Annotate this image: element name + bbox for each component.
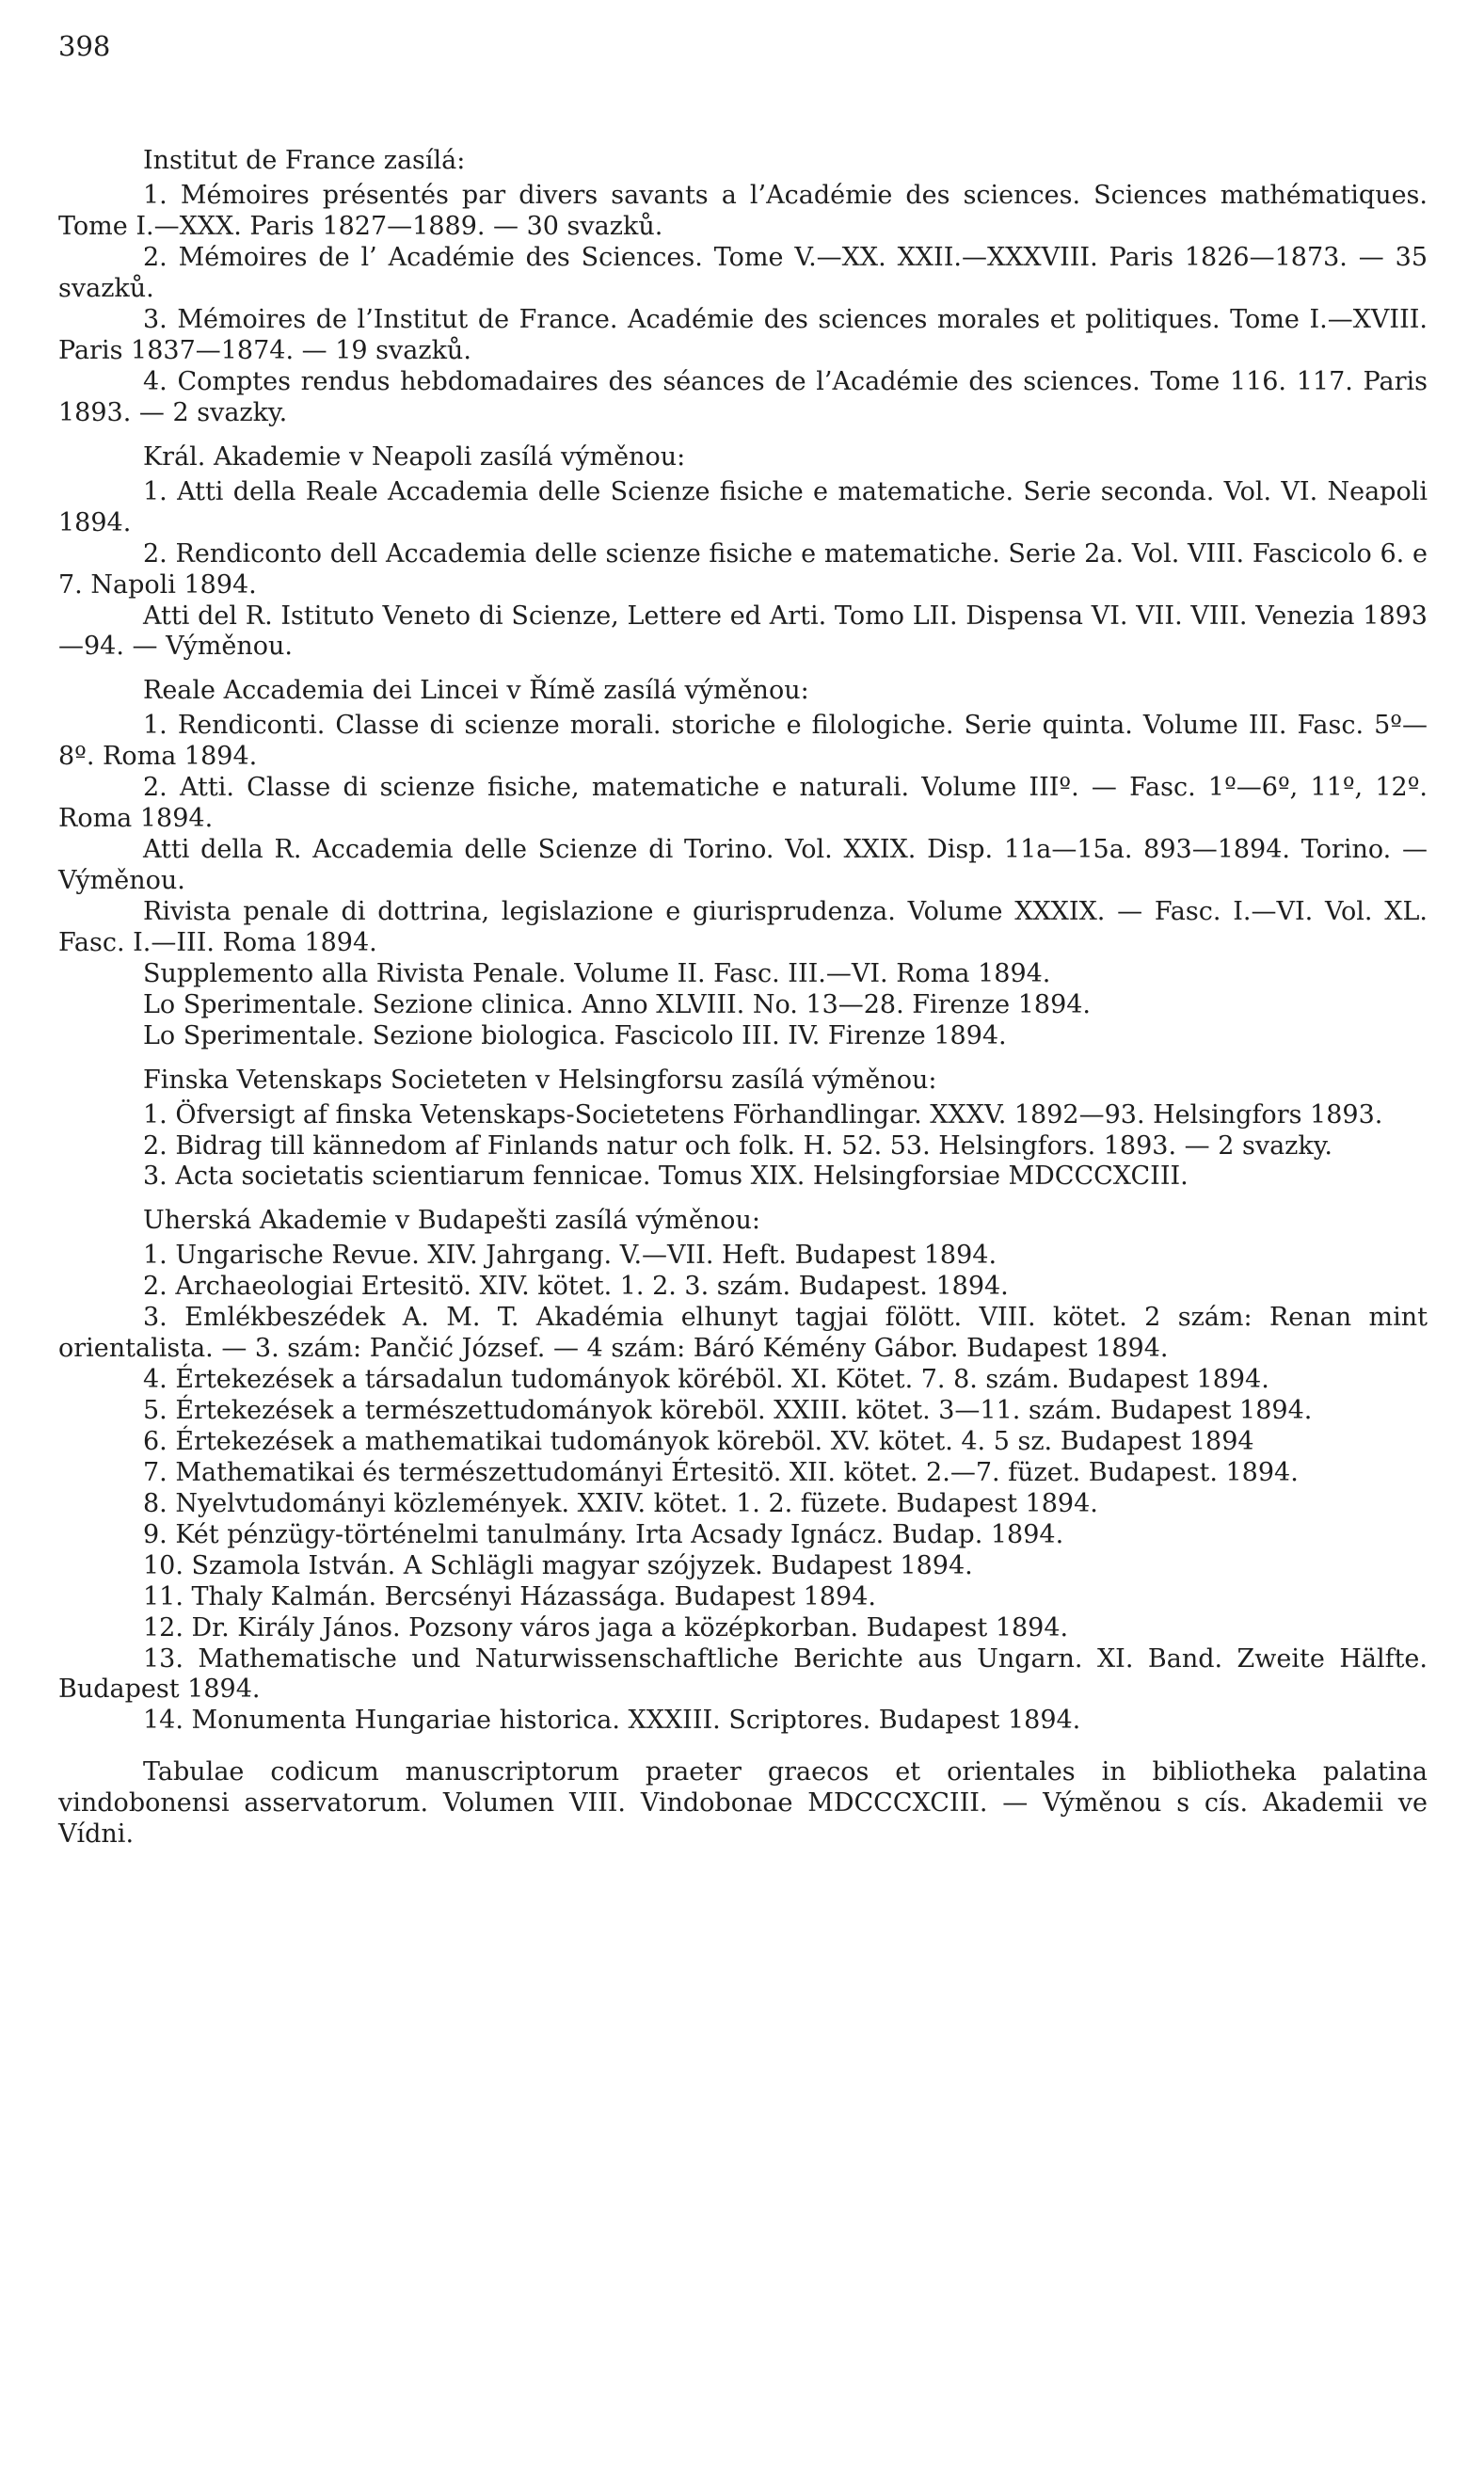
entry: Atti del R. Istituto Veneto di Scienze, Lettere ed Arti. Tomo LII. Dispensa VI. VII. VIII. Venezia 1893—94. — Výměnou. — [58, 601, 1428, 662]
section-heading: Král. Akademie v Neapoli zasílá výměnou: — [143, 441, 686, 472]
section-heading: Finska Vetenskaps Societeten v Helsingforsu zasílá výměnou: — [143, 1065, 937, 1095]
entry: 12. Dr. Király János. Pozsony város jaga a középkorban. Budapest 1894. — [143, 1612, 1069, 1643]
document-page — [58, 30, 1428, 1851]
entry: 3. Mémoires de l’Institut de France. Académie des sciences morales et politiques. Tome I.—XVIII. Paris 1837—1874. — 19 svazků. — [58, 305, 1428, 365]
entry: 1. Rendiconti. Classe di scienze morali. storiche e filologiche. Serie quinta. Volume III. Fasc. 5º—8º. Roma 1894. — [58, 711, 1428, 772]
entry: 4. Értekezések a társadalun tudományok köréböl. XI. Kötet. 7. 8. szám. Budapest 1894. — [143, 1365, 1269, 1395]
section-finska-vetenskaps — [58, 1066, 1428, 1194]
entry: 1. Atti della Reale Accademia delle Scienze fisiche e matematiche. Serie seconda. Vol. VI. Neapoli 1894. — [58, 476, 1428, 537]
entry: 2. Bidrag till kännedom af Finlands natur och folk. H. 52. 53. Helsingfors. 1893. — 2 svazky. — [143, 1130, 1333, 1161]
entry: 3. Emlékbeszédek A. M. T. Akadémia elhunyt tagjai fölött. VIII. kötet. 2 szám: Renan mint orientalista. — 3. szám: Pančić József. — 4 szám: Báró Kémény Gábor. Budapest 1894. — [58, 1303, 1428, 1364]
entry: Atti della R. Accademia delle Scienze di Torino. Vol. XXIX. Disp. 11a—15a. 893—1894. Torino. — Výměnou. — [58, 835, 1428, 895]
entry: Rivista penale di dottrina, legislazione e giurisprudenza. Volume XXXIX. — Fasc. I.—VI. Vol. XL. Fasc. I.—III. Roma 1894. — [58, 896, 1428, 957]
section-akademie-neapol — [58, 442, 1428, 664]
entry: 14. Monumenta Hungariae historica. XXXIII. Scriptores. Budapest 1894. — [143, 1706, 1081, 1736]
entry: 5. Értekezések a természettudományok köreböl. XXIII. kötet. 3—11. szám. Budapest 1894. — [143, 1396, 1313, 1425]
entry: 3. Acta societatis scientiarum fennicae. Tomus XIX. Helsingforsiae MDCCCXCIII. — [143, 1162, 1189, 1192]
closing-paragraph: Tabulae codicum manuscriptorum praeter graecos et orientales in bibliotheka palatina vindobonensi asservatorum. Volumen VIII. Vindobonae MDCCCXCIII. — Výměnou s cís. Akademii ve Vídni. — [58, 1757, 1428, 1850]
entry: 6. Értekezések a mathematikai tudományok köreböl. XV. kötet. 4. 5 sz. Budapest 1894 — [143, 1426, 1254, 1456]
entry: Supplemento alla Rivista Penale. Volume II. Fasc. III.—VI. Roma 1894. — [143, 958, 1051, 988]
entry: Lo Sperimentale. Sezione biologica. Fascicolo III. IV. Firenze 1894. — [143, 1020, 1007, 1050]
entry: 7. Mathematikai és természettudományi Értesitö. XII. kötet. 2.—7. füzet. Budapest. 1894. — [143, 1457, 1299, 1487]
entry: 2. Mémoires de l’ Académie des Sciences. Tome V.—XX. XXII.—XXXVIII. Paris 1826—1873. — 35 svazků. — [58, 243, 1428, 304]
entry: 2. Atti. Classe di scienze fisiche, matematiche e naturali. Volume IIIº. — Fasc. 1º—6º, 11º, 12º. Roma 1894. — [58, 773, 1428, 834]
entry-list — [58, 1100, 1428, 1194]
section-accademia-lincei — [58, 676, 1428, 1051]
entry-list — [58, 181, 1428, 429]
section-heading: Uherská Akademie v Budapešti zasílá výměnou: — [143, 1206, 760, 1236]
entry: 1. Öfversigt af finska Vetenskaps-Societetens Förhandlingar. XXXV. 1892—93. Helsingfors 1893. — [143, 1099, 1383, 1130]
section-institut-de-france — [58, 146, 1428, 428]
entry-list — [58, 711, 1428, 1051]
entry: 9. Két pénzügy-történelmi tanulmány. Irta Acsady Ignácz. Budap. 1894. — [143, 1519, 1064, 1549]
entry: 1. Mémoires présentés par divers savants a l’Académie des sciences. Sciences mathématiques. Tome I.—XXX. Paris 1827—1889. — 30 svazků. — [58, 181, 1428, 242]
entry: 10. Szamola István. A Schlägli magyar szójyzek. Budapest 1894. — [143, 1550, 973, 1580]
section-heading: Institut de France zasílá: — [143, 146, 466, 176]
entry: 2. Rendiconto dell Accademia delle scienze fisiche e matematiche. Serie 2a. Vol. VIII. Fascicolo 6. e 7. Napoli 1894. — [58, 538, 1428, 600]
entry: 8. Nyelvtudományi közlemények. XXIV. kötet. 1. 2. füzete. Budapest 1894. — [143, 1488, 1098, 1518]
section-heading: Reale Accademia dei Lincei v Římě zasílá výměnou: — [143, 676, 809, 706]
entry: 11. Thaly Kalmán. Bercsényi Házassága. Budapest 1894. — [143, 1581, 876, 1611]
entry: 4. Comptes rendus hebdomadaires des séances de l’Académie des sciences. Tome 116. 117. Paris 1893. — 2 svazky. — [58, 366, 1428, 427]
entry: Lo Sperimentale. Sezione clinica. Anno XLVIII. No. 13—28. Firenze 1894. — [143, 989, 1092, 1019]
section-uherska-akademie — [58, 1206, 1428, 1737]
entry-list — [58, 1241, 1428, 1737]
entry: 1. Ungarische Revue. XIV. Jahrgang. V.—VII. Heft. Budapest 1894. — [143, 1241, 997, 1271]
entry-list — [58, 477, 1428, 664]
entry: 13. Mathematische und Naturwissenschaftliche Berichte aus Ungarn. XI. Band. Zweite Hälfte. Budapest 1894. — [58, 1643, 1428, 1705]
entry: 2. Archaeologiai Ertesitö. XIV. kötet. 1. 2. 3. szám. Budapest. 1894. — [143, 1272, 1009, 1302]
page-number: 398 — [58, 30, 111, 62]
